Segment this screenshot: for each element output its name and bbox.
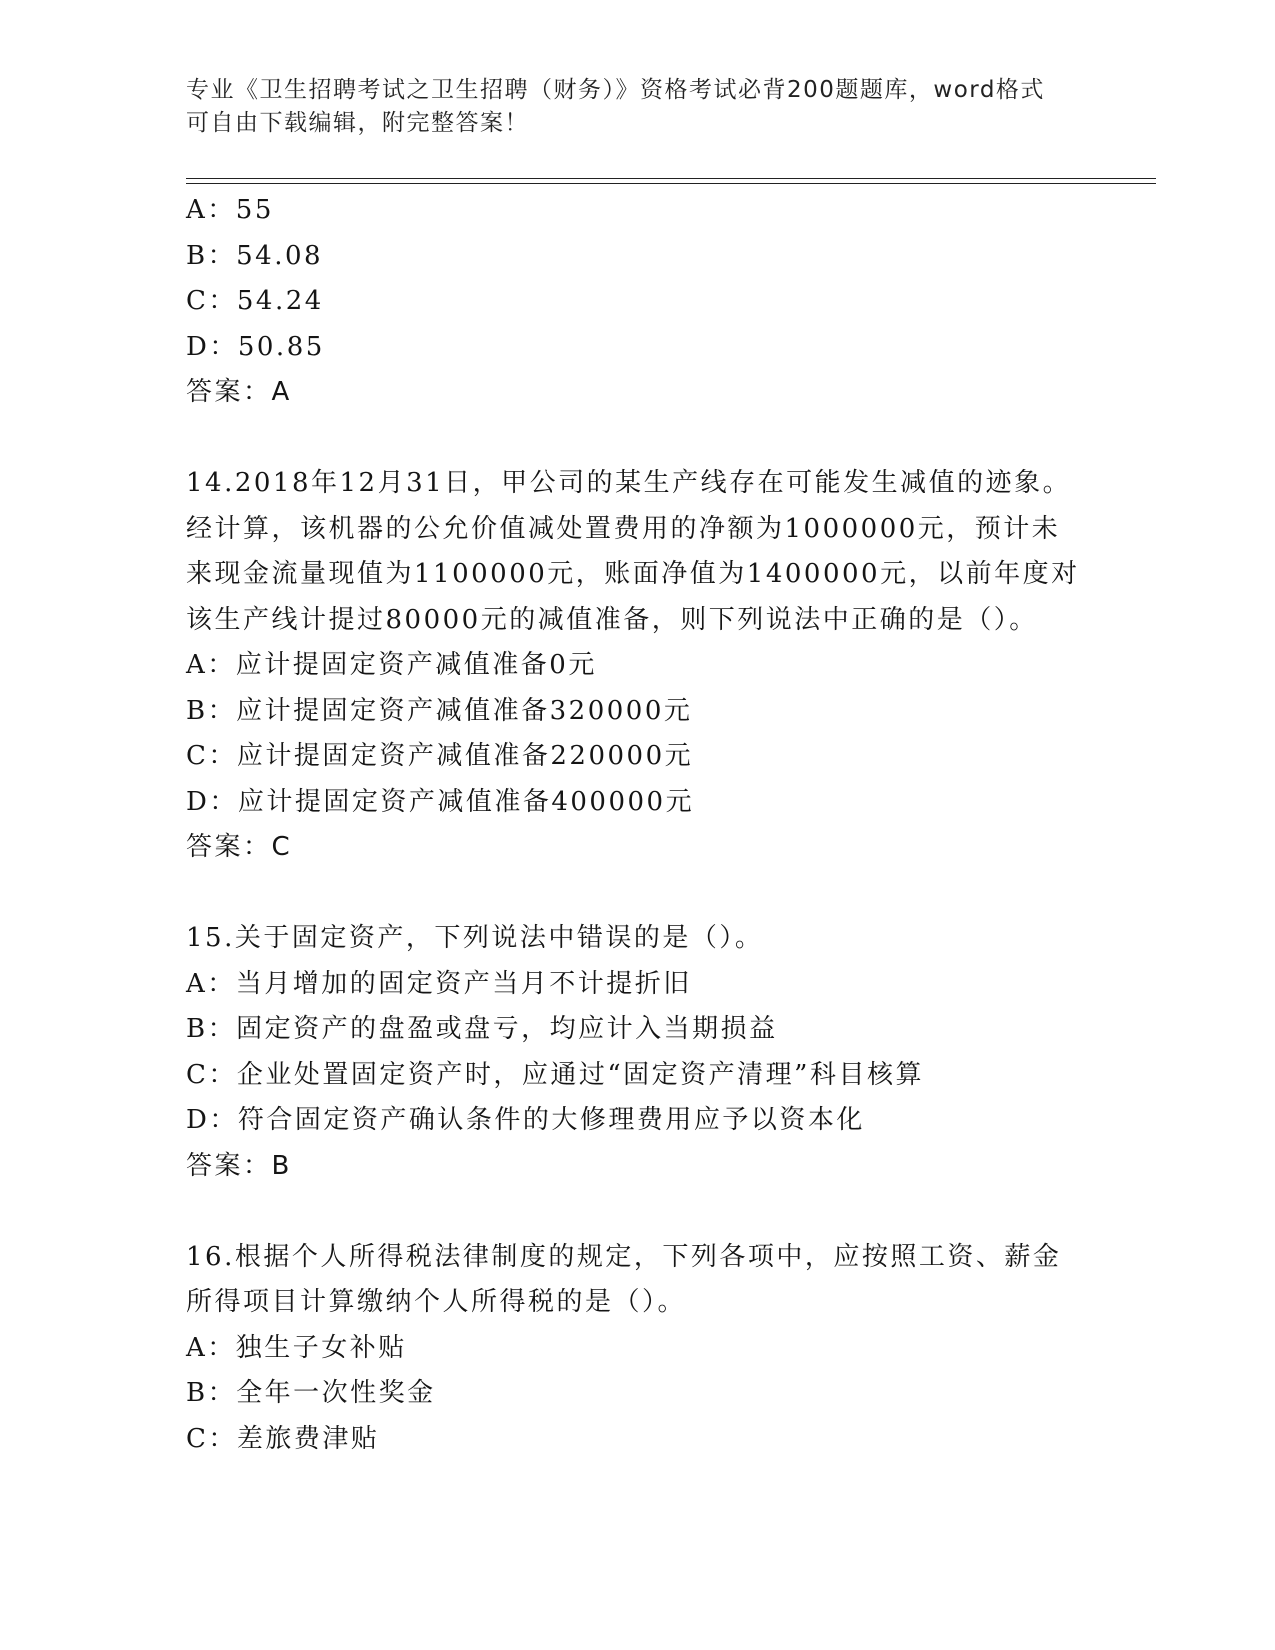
header-rule-bottom bbox=[186, 183, 1156, 184]
header-line-2: 可自由下载编辑，附完整答案！ bbox=[186, 110, 529, 136]
option-d: D：符合固定资产确认条件的大修理费用应予以资本化 bbox=[186, 1105, 865, 1135]
option-a: A：应计提固定资产减值准备0元 bbox=[186, 650, 597, 680]
option-b: B：固定资产的盘盈或盘亏，均应计入当期损益 bbox=[186, 1014, 778, 1044]
option-b: B：54.08 bbox=[186, 240, 324, 271]
header-rule-top bbox=[186, 178, 1156, 179]
stem-line: 经计算，该机器的公允价值减处置费用的净额为1000000元，预计未 bbox=[186, 513, 1061, 544]
option-d: D：应计提固定资产减值准备400000元 bbox=[186, 786, 695, 817]
spacer bbox=[186, 871, 1106, 917]
document-header bbox=[186, 74, 1066, 140]
stem-line: 该生产线计提过80000元的减值准备，则下列说法中正确的是（）。 bbox=[186, 604, 1038, 635]
stem-line: 来现金流量现值为1100000元，账面净值为1400000元，以前年度对 bbox=[186, 559, 1080, 589]
stem-line: 16.根据个人所得税法律制度的规定，下列各项中，应按照工资、薪金 bbox=[186, 1241, 1062, 1272]
answer-line: 答案：A bbox=[186, 377, 292, 407]
question-13-tail bbox=[186, 188, 1106, 416]
question-stem bbox=[186, 1235, 1106, 1326]
answer-line: 答案：B bbox=[186, 1150, 292, 1181]
option-a: A：当月增加的固定资产当月不计提折旧 bbox=[186, 968, 692, 999]
answer-line: 答案：C bbox=[186, 832, 293, 862]
option-a: A：55 bbox=[186, 195, 274, 225]
option-b: B：全年一次性奖金 bbox=[186, 1378, 436, 1408]
question-content bbox=[186, 188, 1106, 1462]
stem-line: 14.2018年12月31日，甲公司的某生产线存在可能发生减值的迹象。 bbox=[186, 468, 1072, 498]
option-b: B：应计提固定资产减值准备320000元 bbox=[186, 695, 693, 726]
option-a: A：独生子女补贴 bbox=[186, 1332, 407, 1363]
question-stem bbox=[186, 916, 1106, 962]
option-d: D：50.85 bbox=[186, 331, 325, 362]
header-line-1: 专业《卫生招聘考试之卫生招聘（财务）》资格考试必背200题题库，word格式 bbox=[186, 77, 1045, 103]
spacer bbox=[186, 1189, 1106, 1235]
question-stem bbox=[186, 461, 1106, 643]
spacer bbox=[186, 416, 1106, 462]
question-14 bbox=[186, 461, 1106, 871]
stem-line: 所得项目计算缴纳个人所得税的是（）。 bbox=[186, 1287, 687, 1317]
option-c: C：54.24 bbox=[186, 286, 324, 316]
option-c: C：应计提固定资产减值准备220000元 bbox=[186, 741, 694, 771]
question-16 bbox=[186, 1235, 1106, 1463]
question-15 bbox=[186, 916, 1106, 1189]
option-c: C：企业处置固定资产时，应通过“固定资产清理”科目核算 bbox=[186, 1059, 924, 1090]
option-c: C：差旅费津贴 bbox=[186, 1423, 380, 1454]
stem-line: 15.关于固定资产，下列说法中错误的是（）。 bbox=[186, 923, 764, 953]
